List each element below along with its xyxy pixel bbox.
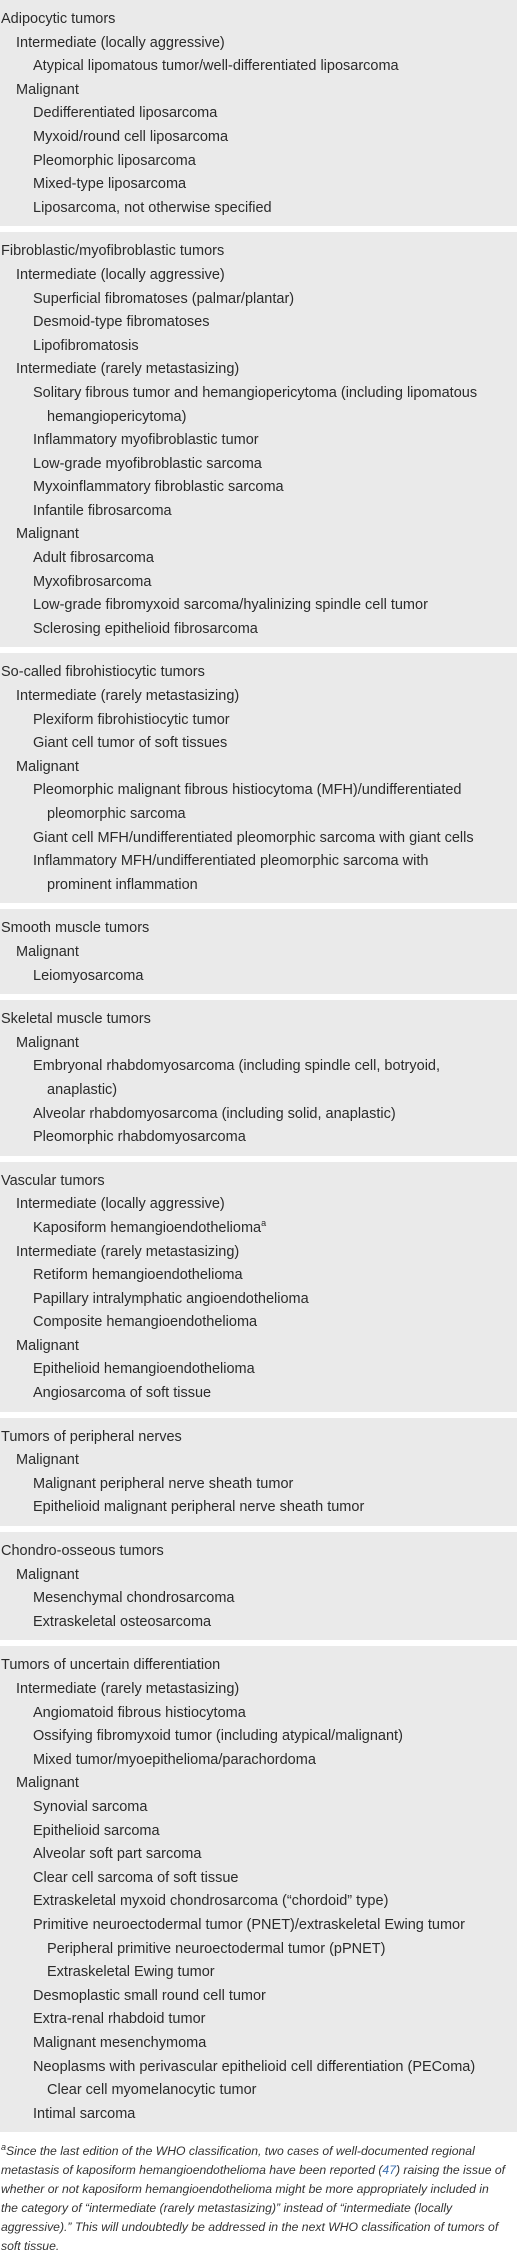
- tumor-entry: [0, 1288, 517, 1312]
- table-footnote: [0, 2132, 517, 2256]
- section-heading: Chondro-osseous tumors: [1, 1543, 164, 1560]
- tumor-entry: [0, 1796, 517, 1820]
- tumor-name: Extraskeletal osteosarcoma: [33, 1613, 212, 1630]
- tumor-name: Plexiform fibrohistiocytic tumor: [33, 711, 230, 728]
- tumor-name: Atypical lipomatous tumor/well-differentiated liposarcoma: [33, 58, 399, 75]
- tumor-name: Dedifferentiated liposarcoma: [33, 105, 218, 122]
- tumor-name: Epithelioid hemangioendothelioma: [33, 1361, 255, 1378]
- tumor-name: Leiomyosarcoma: [33, 967, 144, 984]
- tumor-name: Composite hemangioendothelioma: [33, 1314, 258, 1331]
- table-section: [0, 1418, 517, 1526]
- tumor-entry: [0, 453, 517, 477]
- tumor-name: Embryonal rhabdomyosarcoma (including spindle cell, botryoid,: [33, 1058, 441, 1075]
- category-label: Malignant: [16, 1034, 79, 1051]
- tumor-entry: [0, 1103, 517, 1127]
- tumor-name: Intimal sarcoma: [33, 2105, 136, 2122]
- table-section: [0, 653, 517, 903]
- tumor-entry: [0, 965, 517, 989]
- tumor-name: Angiosarcoma of soft tissue: [33, 1385, 212, 1402]
- section-heading: Smooth muscle tumors: [1, 920, 150, 937]
- tumor-entry: [0, 1611, 517, 1635]
- tumor-entry: [0, 126, 517, 150]
- category-label: Malignant: [16, 943, 79, 960]
- tumor-name: Synovial sarcoma: [33, 1798, 148, 1815]
- tumor-entry: [0, 500, 517, 524]
- tumor-name: Papillary intralymphatic angioendothelioma: [33, 1290, 309, 1307]
- category-label: Malignant: [16, 1566, 79, 1583]
- category-label: Intermediate (rarely metastasizing): [16, 1681, 240, 1697]
- tumor-name: Infantile fibrosarcoma: [33, 502, 172, 519]
- tumor-name: Mesenchymal chondrosarcoma: [33, 1590, 235, 1607]
- tumor-entry: [0, 1820, 517, 1844]
- table-section: [0, 1000, 517, 1156]
- footnote-marker: a: [1, 2142, 7, 2153]
- tumor-name: Lipofibromatosis: [33, 337, 139, 354]
- tumor-entry: [0, 1358, 517, 1382]
- section-heading: Vascular tumors: [1, 1172, 105, 1189]
- tumor-name: Mixed tumor/myoepithelioma/parachordoma: [33, 1751, 316, 1768]
- category-label: Intermediate (locally aggressive): [16, 1196, 225, 1213]
- category-label: Malignant: [16, 1775, 79, 1792]
- tumor-name: Pleomorphic malignant fibrous histiocytoma (MFH)/undifferentiated: [33, 782, 462, 799]
- tumor-name: Primitive neuroectodermal tumor (PNET)/extraskeletal Ewing tumor: [33, 1916, 465, 1933]
- tumor-entry: [0, 1890, 517, 1914]
- category-label: Intermediate (rarely metastasizing): [16, 1243, 240, 1260]
- category-label: Intermediate (rarely metastasizing): [16, 688, 240, 705]
- tumor-name: Kaposiform hemangioendothelioma: [33, 1219, 262, 1236]
- tumor-name: Retiform hemangioendothelioma: [33, 1267, 243, 1284]
- tumor-name: Sclerosing epithelioid fibrosarcoma: [33, 620, 258, 637]
- tumor-entry: [0, 779, 517, 826]
- category-label: Malignant: [16, 758, 79, 775]
- tumor-name: Angiomatoid fibrous histiocytoma: [33, 1704, 246, 1721]
- section-heading: Tumors of peripheral nerves: [1, 1428, 182, 1445]
- tumor-name: Malignant peripheral nerve sheath tumor: [33, 1475, 294, 1492]
- table-section: [0, 1646, 517, 2132]
- tumor-entry: [0, 1985, 517, 2009]
- tumor-entry: [0, 1217, 517, 1241]
- table-section: [0, 1532, 517, 1640]
- footnote-marker: a: [261, 1218, 267, 1229]
- tumor-entry: [0, 1749, 517, 1773]
- tumor-entry: [0, 850, 517, 897]
- tumor-name-continued: pleomorphic sarcoma: [47, 806, 186, 822]
- tumor-subtype: Extraskeletal Ewing tumor: [47, 1964, 215, 1981]
- footnote-text-after: ) raising the issue of whether or not kaposiform hemangioendothelioma might be more appropriately included in the category of “intermediate (rarely metastasizing)” instead of “intermediate (locally aggressive).” This will undoubtedly be addressed in the next WHO classification of tumors of soft tissue.: [1, 2163, 506, 2254]
- footnote-text-before: Since the last edition of the WHO classification, two cases of well-documented regional metastasis of kaposiform hemangioendothelioma have been reported (: [1, 2144, 475, 2178]
- tumor-subtype: Clear cell myomelanocytic tumor: [47, 2082, 257, 2099]
- tumor-name: Inflammatory MFH/undifferentiated pleomorphic sarcoma with: [33, 853, 429, 870]
- tumor-entry: [0, 571, 517, 595]
- category-label: Malignant: [16, 1337, 79, 1354]
- table-section: [0, 232, 517, 647]
- table-section: [0, 0, 517, 226]
- tumor-name: Pleomorphic rhabdomyosarcoma: [33, 1129, 246, 1146]
- tumor-name: Pleomorphic liposarcoma: [33, 152, 196, 169]
- tumor-name: Epithelioid sarcoma: [33, 1822, 160, 1839]
- tumor-name: Giant cell MFH/undifferentiated pleomorphic sarcoma with giant cells: [33, 829, 474, 846]
- tumor-entry: [0, 1843, 517, 1867]
- tumor-entry: [0, 1867, 517, 1891]
- tumor-name: Neoplasms with perivascular epithelioid cell differentiation (PEComa): [33, 2058, 476, 2075]
- tumor-name: Myxoinflammatory fibroblastic sarcoma: [33, 479, 284, 496]
- table-section: [0, 1162, 517, 1412]
- tumor-entry: [0, 1473, 517, 1497]
- tumor-entry: [0, 1587, 517, 1611]
- tumor-name: Alveolar soft part sarcoma: [33, 1846, 202, 1863]
- tumor-entry: [0, 102, 517, 126]
- category-label: Malignant: [16, 81, 79, 98]
- section-heading: Fibroblastic/myofibroblastic tumors: [1, 243, 225, 260]
- tumor-entry: [0, 476, 517, 500]
- tumor-entry: [0, 150, 517, 174]
- tumor-subtype: Peripheral primitive neuroectodermal tumor (pPNET): [47, 1940, 386, 1957]
- tumor-name: Inflammatory myofibroblastic tumor: [33, 432, 259, 449]
- tumor-entry: [0, 2008, 517, 2032]
- tumor-entry: [0, 1264, 517, 1288]
- tumor-entry: [0, 2103, 517, 2127]
- tumor-entry: [0, 335, 517, 359]
- tumor-entry: [0, 1311, 517, 1335]
- tumor-name: Malignant mesenchymoma: [33, 2034, 207, 2051]
- tumor-name: Superficial fibromatoses (palmar/plantar): [33, 290, 295, 307]
- tumor-entry: [0, 732, 517, 756]
- footnote-reference-link[interactable]: 47: [382, 2163, 396, 2178]
- table-section: [0, 909, 517, 994]
- tumor-name: Extraskeletal myxoid chondrosarcoma (“chordoid” type): [33, 1893, 389, 1910]
- tumor-name: Giant cell tumor of soft tissues: [33, 735, 228, 752]
- tumor-name: Myxofibrosarcoma: [33, 573, 152, 590]
- tumor-entry: [0, 1126, 517, 1150]
- tumor-name: Extra-renal rhabdoid tumor: [33, 2011, 206, 2028]
- tumor-name: Ossifying fibromyxoid tumor (including atypical/malignant): [33, 1728, 403, 1745]
- tumor-entry: [0, 594, 517, 618]
- tumor-entry: [0, 173, 517, 197]
- tumor-name: Myxoid/round cell liposarcoma: [33, 128, 229, 145]
- tumor-entry: [0, 429, 517, 453]
- section-heading: Tumors of uncertain differentiation: [1, 1657, 221, 1674]
- category-label: Intermediate (locally aggressive): [16, 34, 225, 51]
- category-label: Malignant: [16, 1452, 79, 1469]
- tumor-entry: [0, 827, 517, 851]
- tumor-entry: [0, 547, 517, 571]
- tumor-name: Desmoplastic small round cell tumor: [33, 1987, 266, 2004]
- tumor-entry: [0, 1702, 517, 1726]
- tumor-name: Clear cell sarcoma of soft tissue: [33, 1869, 239, 1886]
- tumor-entry: [0, 2032, 517, 2056]
- category-label: Malignant: [16, 526, 79, 543]
- tumor-entry: [0, 1055, 517, 1102]
- tumor-name: Desmoid-type fibromatoses: [33, 314, 210, 331]
- section-heading: So-called fibrohistiocytic tumors: [1, 664, 205, 681]
- tumor-entry: [0, 55, 517, 79]
- category-label: Intermediate (rarely metastasizing): [16, 361, 240, 378]
- tumor-name-continued: anaplastic): [47, 1081, 118, 1098]
- tumor-entry: [0, 1725, 517, 1749]
- section-heading: Skeletal muscle tumors: [1, 1011, 151, 1028]
- tumor-name-continued: hemangiopericytoma): [47, 408, 187, 425]
- tumor-name: Low-grade myofibroblastic sarcoma: [33, 455, 262, 472]
- tumor-name: Low-grade fibromyxoid sarcoma/hyalinizing spindle cell tumor: [33, 597, 428, 614]
- tumor-name: Epithelioid malignant peripheral nerve sheath tumor: [33, 1499, 365, 1516]
- tumor-name: Liposarcoma, not otherwise specified: [33, 199, 272, 216]
- tumor-entry: [0, 311, 517, 335]
- tumor-entry: [0, 1382, 517, 1406]
- tumor-entry: [0, 1914, 517, 1938]
- tumor-entry: [0, 382, 517, 429]
- tumor-entry: [0, 197, 517, 221]
- tumor-entry: [0, 2056, 517, 2080]
- tumor-name-continued: prominent inflammation: [47, 876, 198, 893]
- tumor-entry: [0, 288, 517, 312]
- tumor-name: Adult fibrosarcoma: [33, 550, 154, 567]
- tumor-name: Mixed-type liposarcoma: [33, 176, 187, 193]
- tumor-entry: [0, 709, 517, 733]
- category-label: Intermediate (locally aggressive): [16, 266, 225, 283]
- tumor-name: Alveolar rhabdomyosarcoma (including solid, anaplastic): [33, 1105, 396, 1122]
- tumor-entry: [0, 618, 517, 642]
- section-heading: Adipocytic tumors: [1, 11, 116, 27]
- tumor-entry: [0, 1496, 517, 1520]
- tumor-name: Solitary fibrous tumor and hemangiopericytoma (including lipomatous: [33, 384, 478, 401]
